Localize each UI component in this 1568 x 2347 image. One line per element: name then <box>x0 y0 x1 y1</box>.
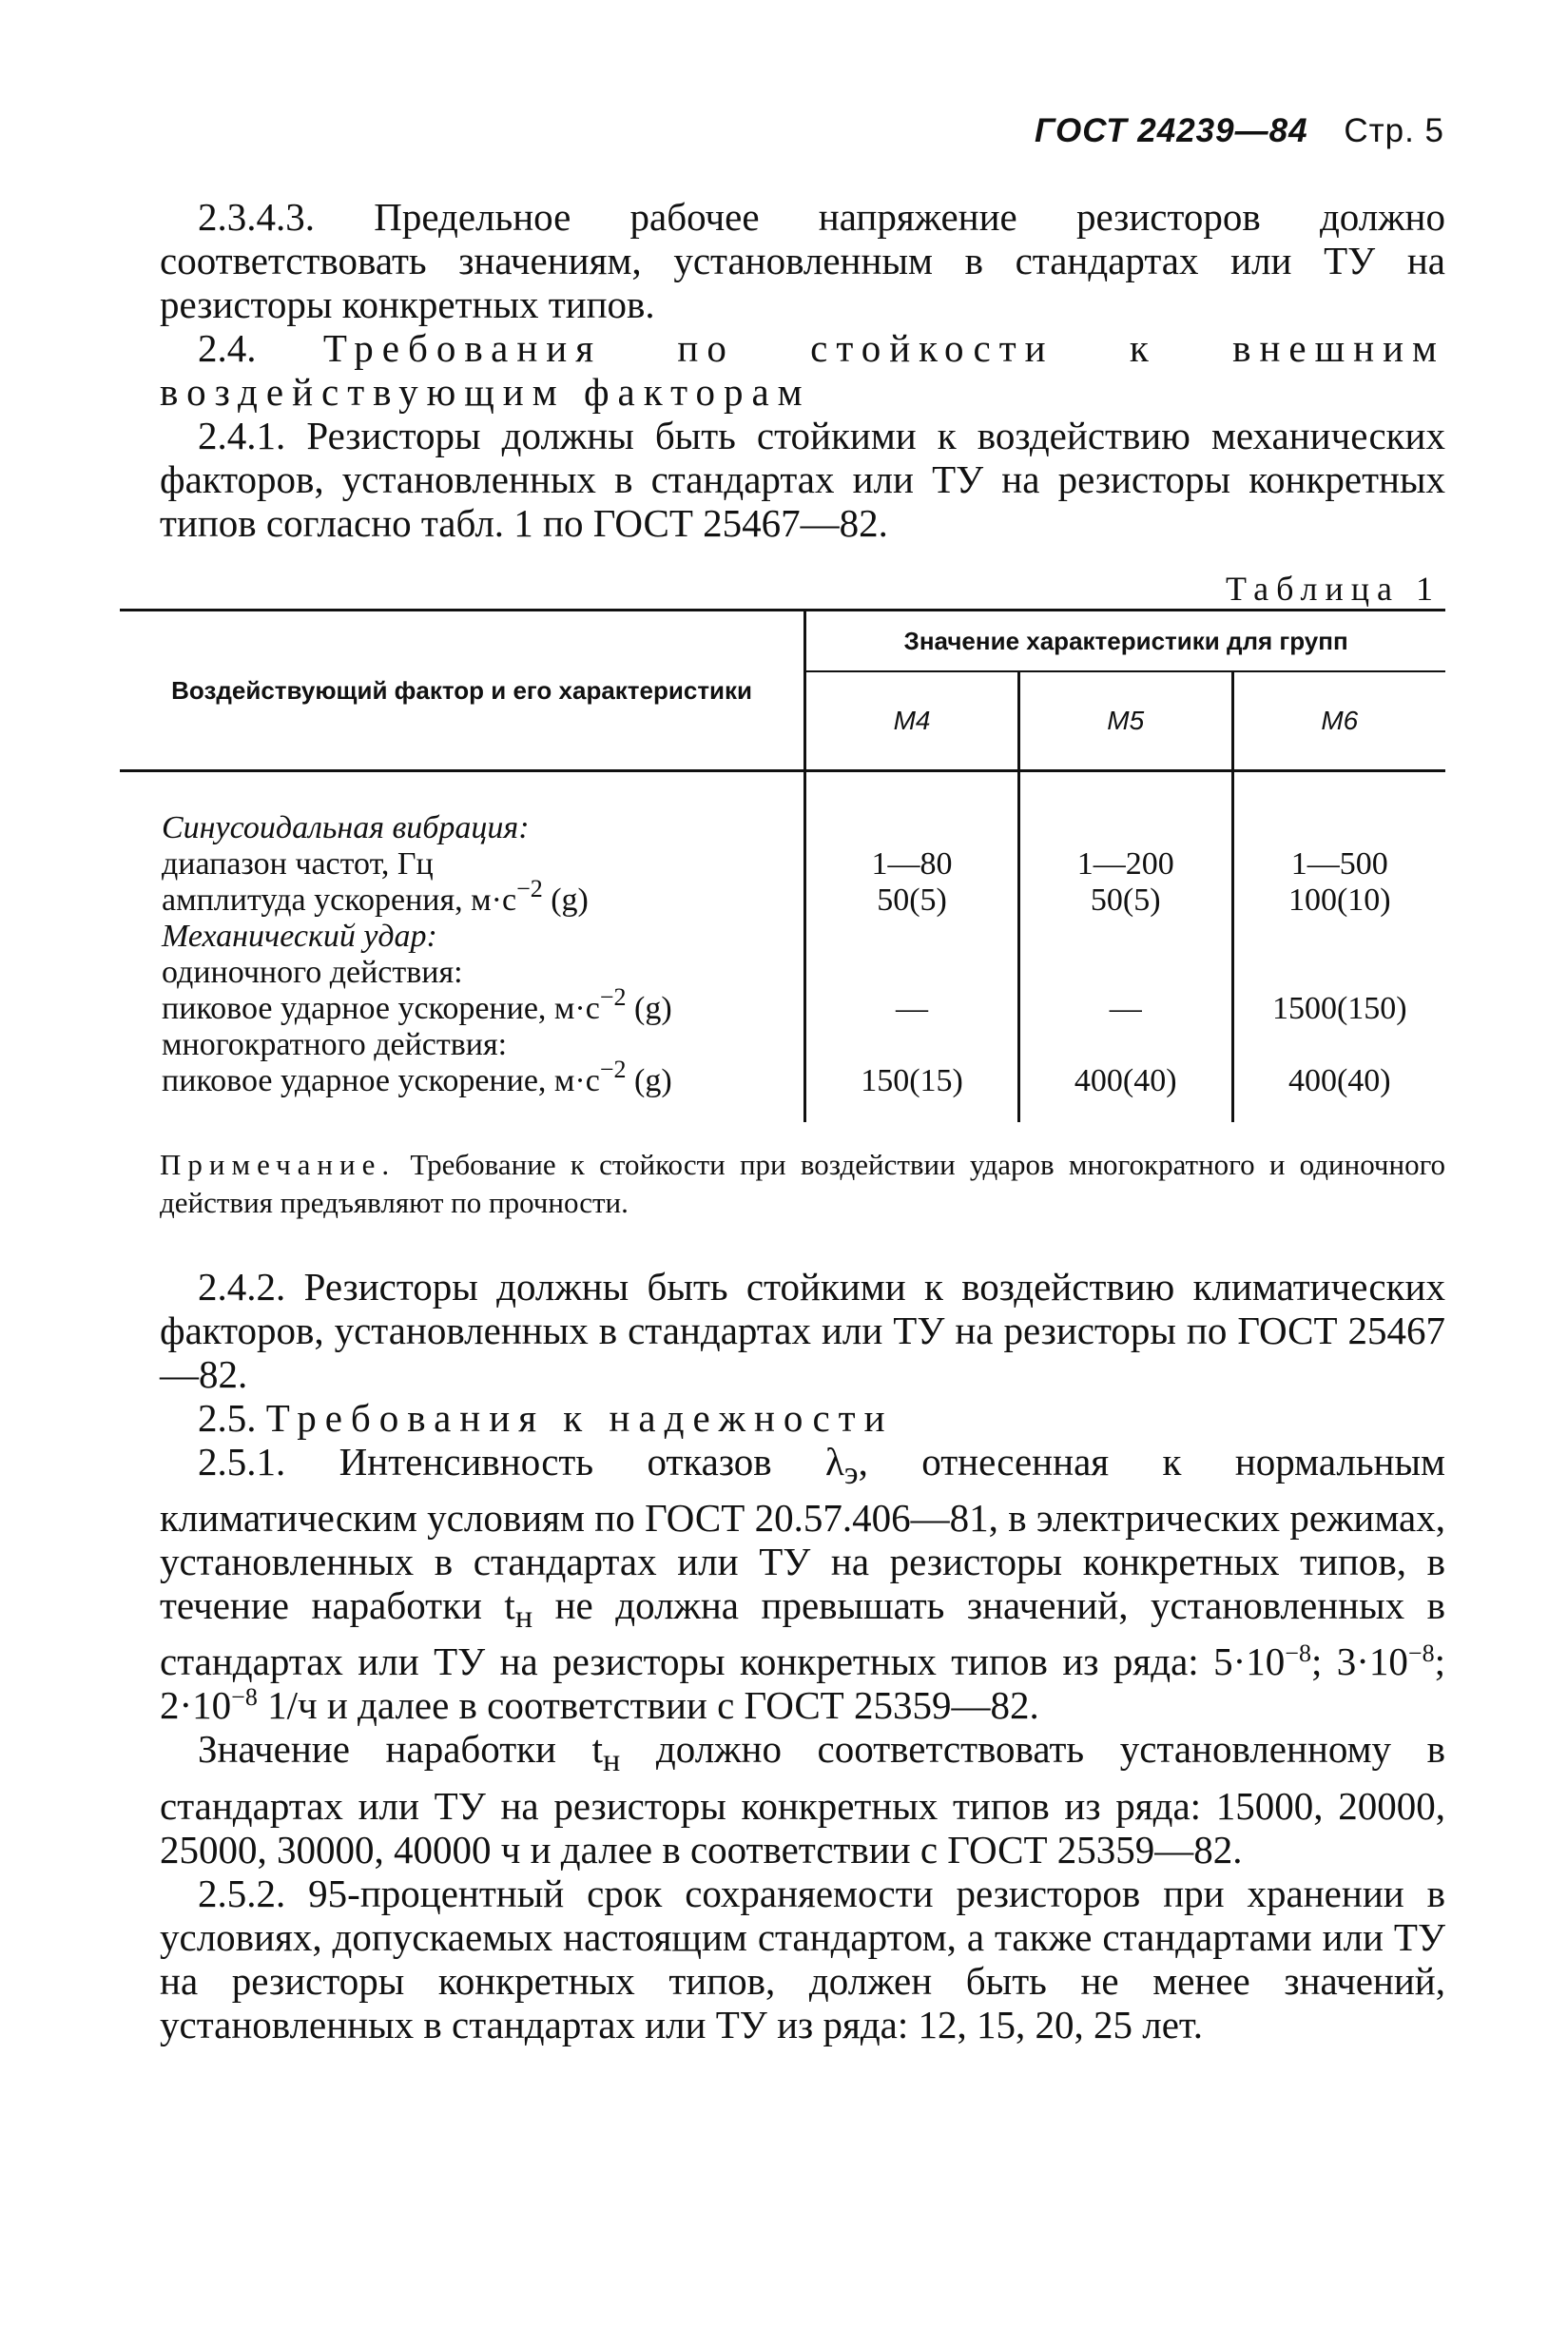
table-note <box>160 1146 1445 1222</box>
note-label: Примечание. <box>160 1148 397 1181</box>
heading-title: Требования по стойкости к внешним воздействующим факторам <box>160 326 1445 414</box>
cell-value: 1500(150) <box>1271 991 1407 1026</box>
cell-value: — <box>1109 991 1142 1026</box>
cell-value: 50(5) <box>1090 883 1161 918</box>
heading-2-4 <box>160 326 1445 414</box>
mechanical-factors-table <box>120 609 1445 1122</box>
cell-value: 1—80 <box>871 846 953 882</box>
paragraph-operating-time: Значение наработки $t_н$ должно соответствовать установленному в стандартах или ТУ на резисторы конкретных типов из ряда: 15000, 20000, 25000, 30000, 40000 ч и далее в соответствии с ГОСТ 25359—82. <box>160 1727 1445 1872</box>
header-group-m5: М5 <box>1018 671 1232 771</box>
header-group-m4: М4 <box>805 671 1019 771</box>
section-2-3-2-4 <box>160 195 1445 545</box>
heading-number: 2.4. <box>198 326 257 370</box>
cell-value: 1—200 <box>1076 846 1174 882</box>
factor-label: одиночного действия: <box>162 955 463 990</box>
m4-column <box>805 771 1019 1123</box>
paragraph-2-4-1: 2.4.1. Резисторы должны быть стойкими к воздействию механических факторов, установленных в стандартах или ТУ на резисторы конкретных типов согласно табл. 1 по ГОСТ 25467—82. <box>160 414 1445 545</box>
cell-value: 50(5) <box>877 883 947 918</box>
m6-column <box>1232 771 1445 1123</box>
heading-title: Требования к надежности <box>265 1396 894 1440</box>
factor-label: диапазон частот, Гц <box>162 846 434 882</box>
cell-value: 150(15) <box>861 1063 963 1098</box>
header-group-values: Значение характеристики для групп <box>805 611 1445 672</box>
page-number: Стр. 5 <box>1344 112 1444 149</box>
header-group-m6: М6 <box>1232 671 1445 771</box>
table-body-row <box>120 771 1445 1123</box>
paragraph-2-5-1: 2.5.1. Интенсивность отказов $\lambda_э$, отнесенная к нормальным климатическим условиям по ГОСТ 20.57.406—81, в электрических режимах, установленных в стандартах или ТУ на резисторы конкретных типов, в течение наработки $t_н$ не должна превышать значений, установленных в стандартах или ТУ на резисторы конкретных типов из ряда: $5\cdot 10^{-8}$; $3\cdot 10^{-8}$; $2\cdot 10^{-8}$ 1/ч и далее в соответствии с ГОСТ 25359—82. <box>160 1440 1445 1728</box>
cell-value: 100(10) <box>1287 883 1391 918</box>
cell-value: — <box>896 991 929 1026</box>
factor-column <box>120 771 805 1123</box>
paragraph-2-3-4-3: 2.3.4.3. Предельное рабочее напряжение резисторов должно соответствовать значениям, установленным в стандартах или ТУ на резисторы конкретных типов. <box>160 195 1445 326</box>
cell-value: 1—500 <box>1290 846 1388 882</box>
header-factor: Воздействующий фактор и его характеристики <box>120 611 805 771</box>
note-text: Требование к стойкости при воздействии ударов многократного и одиночного действия предъявляют по прочности. <box>160 1148 1446 1219</box>
heading-number: 2.5. <box>198 1396 257 1440</box>
paragraph-2-5-2: 2.5.2. 95-процентный срок сохраняемости резисторов при хранении в условиях, допускаемых настоящим стандартом, а также стандартами или ТУ на резисторы конкретных типов, должен быть не менее значений, установленных в стандартах или ТУ из ряда: 12, 15, 20, 25 лет. <box>160 1871 1445 2046</box>
m5-column <box>1018 771 1232 1123</box>
factor-label: амплитуда ускорения, $м\cdot с^{-2}$ (g) <box>162 875 589 918</box>
page-header <box>1035 112 1444 150</box>
section-2-4-2-2-5 <box>160 1265 1445 2046</box>
heading-2-5 <box>160 1396 1445 1440</box>
factor-label: Механический удар: <box>162 919 437 954</box>
paragraph-2-4-2: 2.4.2. Резисторы должны быть стойкими к воздействию климатических факторов, установленных в стандартах или ТУ на резисторы по ГОСТ 25467—82. <box>160 1265 1445 1396</box>
factor-label: многократного действия: <box>162 1027 508 1062</box>
factor-label: Синусоидальная вибрация: <box>162 810 530 845</box>
cell-value: 400(40) <box>1074 1063 1177 1098</box>
table-caption: Таблица 1 <box>1226 570 1441 608</box>
cell-value: 400(40) <box>1287 1063 1391 1098</box>
factor-label: пиковое ударное ускорение, $м\cdot с^{-2}$ (g) <box>162 983 672 1026</box>
standard-number: ГОСТ 24239—84 <box>1035 112 1308 149</box>
factor-label: пиковое ударное ускорение, $м\cdot с^{-2}$ (g) <box>162 1056 672 1098</box>
